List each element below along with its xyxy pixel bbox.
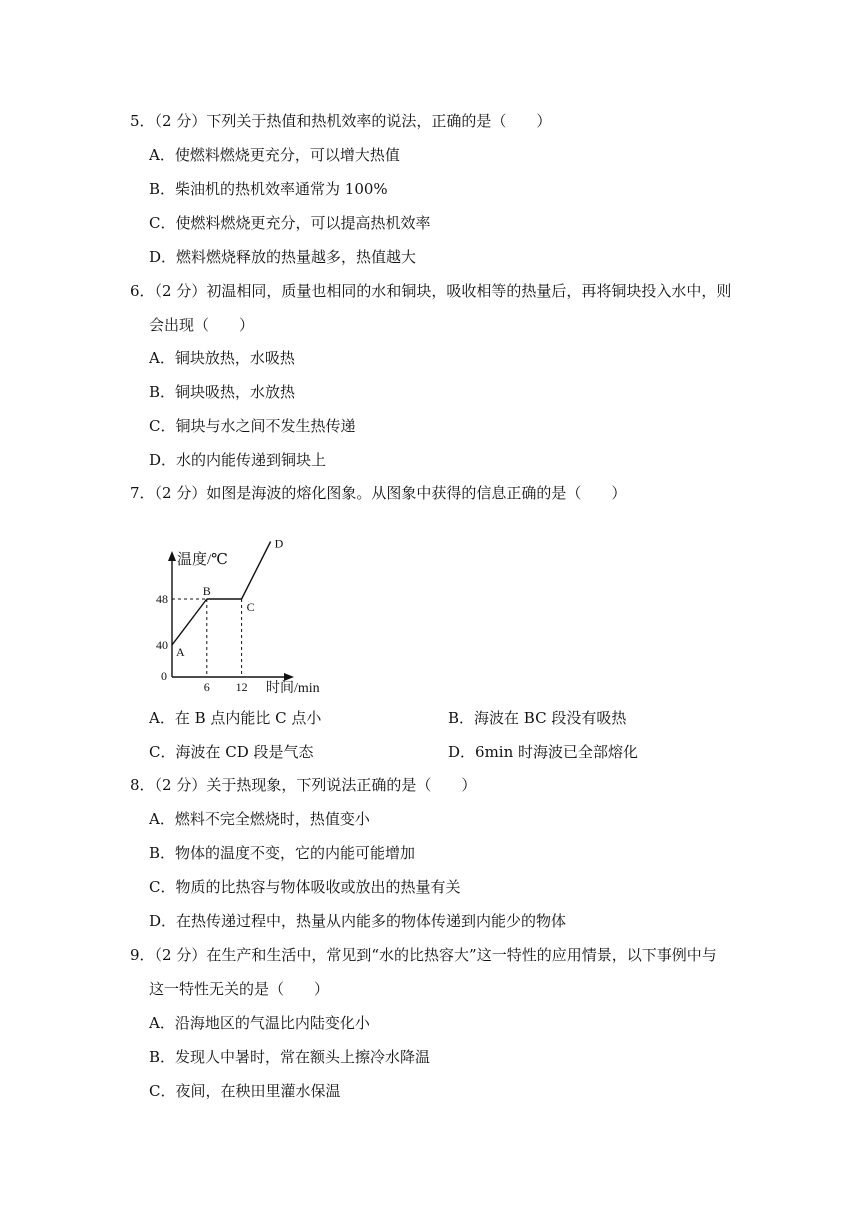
question-6-stem-continued: 会出现（ ）	[149, 316, 255, 334]
question-8-option-d: D．在热传递过程中，热量从内能多的物体传递到内能少的物体	[149, 912, 567, 930]
question-6-option-c: C．铜块与水之间不发生热传递	[149, 417, 356, 435]
x-axis-arrow	[284, 673, 294, 681]
point-label-d: D	[274, 536, 284, 551]
question-9-option-c: C．夜间，在秧田里灌水保温	[149, 1082, 341, 1100]
question-9-stem-continued: 这一特性无关的是（ ）	[149, 980, 330, 998]
y-axis-arrow	[168, 551, 176, 561]
segment-cd	[242, 542, 271, 600]
question-6-stem: 6．（2 分）初温相同，质量也相同的水和铜块，吸收相等的热量后，再将铜块投入水中，则	[130, 282, 732, 300]
x-tick-12: 12	[235, 680, 248, 694]
question-9-stem: 9．（2 分）在生产和生活中，常见到“水的比热容大”这一特性的应用情景，以下事例中与	[130, 946, 717, 964]
question-7-option-d: D．6min 时海波已全部熔化	[448, 743, 639, 761]
question-5-option-a: A．使燃料燃烧更充分，可以增大热值	[149, 146, 400, 164]
y-tick-40: 40	[156, 638, 168, 652]
question-8-option-a: A．燃料不完全燃烧时，热值变小	[149, 810, 370, 828]
question-5-option-b: B．柴油机的热机效率通常为 100%	[149, 180, 388, 198]
question-6-option-d: D．水的内能传递到铜块上	[149, 451, 327, 469]
x-axis-label: 时间/min	[266, 681, 320, 696]
segment-ab	[172, 599, 207, 645]
question-8-option-c: C．物质的比热容与物体吸收或放出的热量有关	[149, 878, 461, 896]
question-5-option-c: C．使燃料燃烧更充分，可以提高热机效率	[149, 214, 431, 232]
question-7-option-c: C．海波在 CD 段是气态	[149, 743, 314, 761]
question-5-stem: 5．（2 分）下列关于热值和热机效率的说法，正确的是（ ）	[130, 112, 552, 130]
question-6-option-b: B．铜块吸热，水放热	[149, 383, 296, 401]
x-tick-6: 6	[203, 680, 210, 694]
y-tick-48: 48	[156, 592, 168, 606]
melting-graph	[150, 536, 340, 696]
y-tick-0: 0	[161, 669, 167, 683]
question-9-option-b: B．发现人中暑时，常在额头上擦冷水降温	[149, 1048, 431, 1066]
question-9-option-a: A．沿海地区的气温比内陆变化小	[149, 1014, 370, 1032]
point-label-a: A	[176, 645, 185, 659]
point-label-b: B	[202, 584, 211, 598]
y-axis-label: 温度/℃	[177, 552, 228, 568]
question-7-option-b: B．海波在 BC 段没有吸热	[448, 709, 627, 727]
question-6-option-a: A．铜块放热，水吸热	[149, 349, 295, 367]
question-8-option-b: B．物体的温度不变，它的内能可能增加	[149, 844, 416, 862]
question-5-option-d: D．燃料燃烧释放的热量越多，热值越大	[149, 248, 417, 266]
question-7-stem: 7．（2 分）如图是海波的熔化图象。从图象中获得的信息正确的是（ ）	[130, 484, 627, 502]
question-7-option-a: A．在 B 点内能比 C 点小	[149, 709, 322, 727]
point-label-c: C	[246, 600, 255, 614]
question-8-stem: 8．（2 分）关于热现象，下列说法正确的是（ ）	[130, 776, 477, 794]
